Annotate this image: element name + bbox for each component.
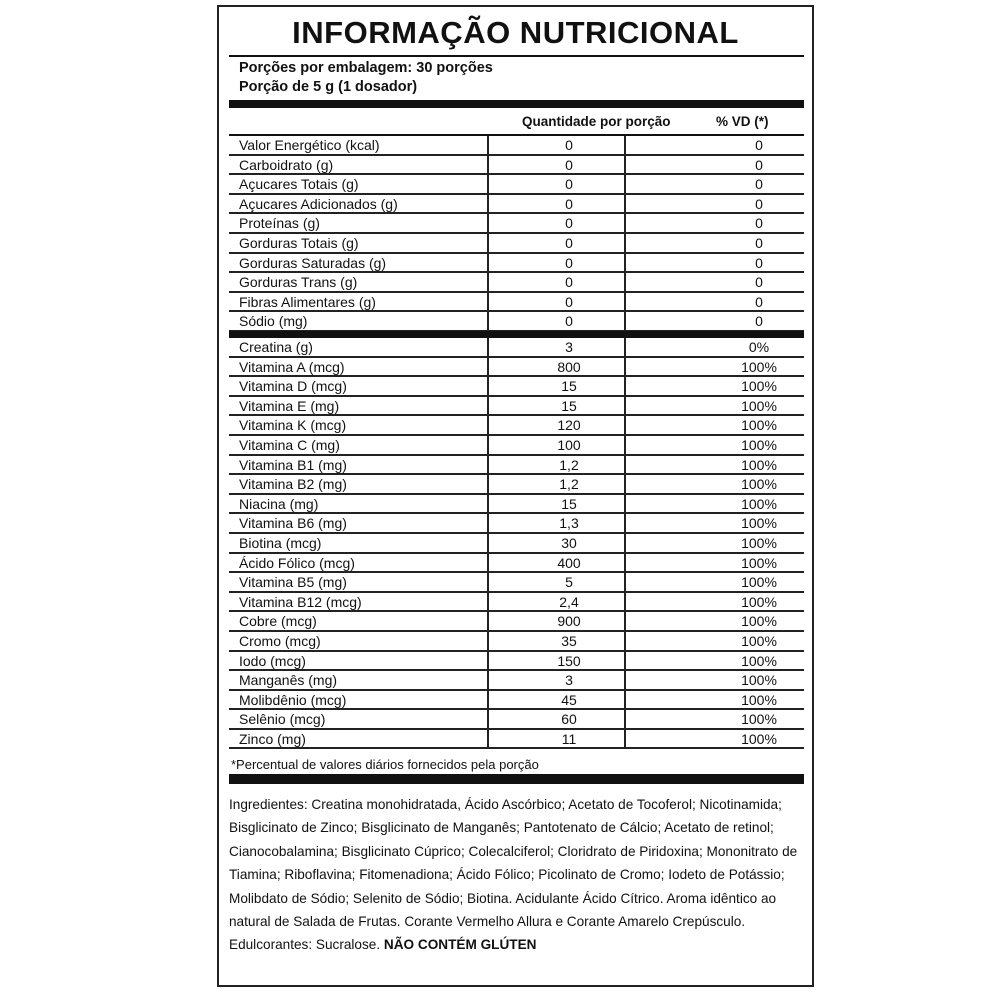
nutrient-row [229, 377, 804, 397]
nutrient-name: Cobre (mcg) [239, 613, 317, 630]
nutrition-facts-panel [217, 5, 814, 987]
column-separator [624, 514, 626, 534]
nutrient-daily-value: 100% [741, 632, 777, 649]
nutrient-daily-value: 100% [741, 730, 777, 747]
column-separator [624, 136, 626, 156]
nutrient-name: Niacina (mg) [239, 495, 319, 512]
nutrient-name: Carboidrato (g) [239, 156, 334, 173]
nutrient-quantity: 3 [565, 672, 573, 689]
nutrient-name: Molibdênio (mcg) [239, 691, 347, 708]
nutrient-name: Sódio (mg) [239, 313, 308, 330]
nutrient-quantity: 1,2 [559, 456, 579, 473]
column-separator [624, 234, 626, 254]
nutrient-daily-value: 100% [741, 436, 777, 453]
nutrient-daily-value: 0% [748, 339, 770, 355]
nutrient-row [229, 691, 804, 711]
nutrient-quantity: 35 [561, 632, 577, 649]
nutrient-row [229, 554, 804, 574]
nutrient-row [229, 475, 804, 495]
column-separator [487, 554, 489, 574]
nutrient-daily-value: 100% [741, 534, 777, 551]
nutrient-row [229, 273, 804, 293]
column-separator [624, 475, 626, 495]
column-separator [624, 554, 626, 574]
nutrient-name: Vitamina B5 (mg) [239, 574, 347, 591]
nutrient-quantity: 1,3 [559, 515, 579, 532]
column-separator [487, 136, 489, 156]
nutrient-daily-value: 100% [741, 476, 777, 493]
nutrient-daily-value: 100% [741, 672, 777, 689]
column-separator [624, 456, 626, 476]
nutrient-row [229, 136, 804, 156]
nutrient-daily-value: 100% [741, 711, 777, 728]
column-separator [624, 632, 626, 652]
column-header-dv: % VD (*) [716, 114, 769, 129]
column-separator [624, 338, 626, 358]
nutrient-row [229, 573, 804, 593]
column-separator [624, 652, 626, 672]
column-separator [487, 534, 489, 554]
nutrient-daily-value: 100% [741, 397, 777, 414]
nutrient-daily-value: 0 [755, 137, 763, 153]
nutrient-daily-value: 0 [755, 234, 763, 251]
nutrient-name: Vitamina E (mg) [239, 397, 340, 414]
column-separator [487, 312, 489, 332]
nutrient-row [229, 671, 804, 691]
nutrient-row [229, 175, 804, 195]
column-separator [487, 612, 489, 632]
nutrient-name: Cromo (mcg) [239, 632, 321, 649]
nutrient-row [229, 312, 804, 332]
column-separator [487, 495, 489, 515]
nutrient-row [229, 293, 804, 313]
nutrient-quantity: 15 [561, 495, 577, 512]
nutrient-name: Vitamina D (mcg) [239, 378, 347, 395]
nutrient-row [229, 652, 804, 672]
nutrient-daily-value: 0 [755, 313, 763, 330]
column-separator [624, 730, 626, 750]
column-separator [487, 338, 489, 358]
nutrient-quantity: 2,4 [559, 593, 579, 610]
nutrient-quantity: 800 [557, 358, 581, 375]
nutrient-name: Vitamina B1 (mg) [239, 456, 347, 473]
nutrient-name: Gorduras Totais (g) [239, 234, 359, 251]
column-separator [487, 156, 489, 176]
column-separator [487, 456, 489, 476]
nutrient-quantity: 15 [561, 397, 577, 414]
column-separator [624, 175, 626, 195]
column-separator [487, 593, 489, 613]
nutrient-row [229, 495, 804, 515]
column-separator [624, 573, 626, 593]
column-separator [624, 691, 626, 711]
column-separator [487, 377, 489, 397]
ingredients-list: Ingredientes: Creatina monohidratada, Ácido Ascórbico; Acetato de Tocoferol; Nicotinamida; Bisglicinato de Zinco; Bisglicinato de Manganês; Pantotenato de Cálcio; Acetato de retinol; Cianocobalamina; Bisglicinato Cúprico; Colecalciferol; Cloridrato de Piridoxina; Mononitrato de Tiamina; Riboflavina; Fitomenadiona; Ácido Fólico; Picolinato de Cromo; Iodeto de Potássio; Molibdato de Sódio; Selenito de Sódio; Biotina. Acidulante Ácido Cítrico. Aroma idêntico ao natural de Salada de Frutas. Corante Vermelho Allura e Corante Amarelo Crepúsculo. Edulcorantes: Sucralose. [229, 797, 798, 953]
nutrient-name: Vitamina K (mcg) [239, 417, 347, 434]
nutrient-quantity: 0 [565, 195, 573, 212]
nutrient-quantity: 0 [565, 137, 573, 153]
nutrient-daily-value: 100% [741, 613, 777, 630]
nutrient-quantity: 11 [561, 730, 577, 747]
nutrient-daily-value: 0 [755, 195, 763, 212]
nutrient-quantity: 0 [565, 254, 573, 271]
nutrient-daily-value: 0 [755, 254, 763, 271]
nutrient-name: Biotina (mcg) [239, 534, 322, 551]
column-separator [487, 397, 489, 417]
nutrient-name: Vitamina A (mcg) [239, 358, 345, 375]
nutrient-row [229, 436, 804, 456]
column-separator [624, 214, 626, 234]
nutrient-row [229, 710, 804, 730]
column-separator [624, 312, 626, 332]
daily-value-footnote: *Percentual de valores diários fornecidos pela porção [231, 757, 539, 772]
column-separator [624, 710, 626, 730]
column-header-quantity: Quantidade por porção [522, 114, 671, 129]
nutrient-row [229, 397, 804, 417]
nutrient-daily-value: 100% [741, 417, 777, 434]
nutrient-quantity: 100 [557, 436, 581, 453]
nutrient-row [229, 214, 804, 234]
column-separator [624, 671, 626, 691]
column-separator [487, 436, 489, 456]
nutrient-row [229, 358, 804, 378]
nutrient-name: Vitamina C (mg) [239, 436, 340, 453]
nutrient-daily-value: 100% [741, 593, 777, 610]
nutrient-quantity: 45 [561, 691, 577, 708]
nutrient-quantity: 900 [557, 613, 581, 630]
nutrient-daily-value: 100% [741, 691, 777, 708]
nutrient-name: Zinco (mg) [239, 730, 306, 747]
nutrient-name: Ácido Fólico (mcg) [239, 554, 355, 571]
nutrient-quantity: 1,2 [559, 476, 579, 493]
column-separator [487, 632, 489, 652]
nutrient-quantity: 60 [561, 711, 577, 728]
nutrient-quantity: 30 [561, 534, 577, 551]
nutrient-name: Selênio (mcg) [239, 711, 326, 728]
column-separator [624, 273, 626, 293]
nutrient-daily-value: 100% [741, 495, 777, 512]
column-separator [487, 195, 489, 215]
nutrient-daily-value: 100% [741, 652, 777, 669]
nutrient-row [229, 416, 804, 436]
nutrient-quantity: 5 [565, 574, 573, 591]
nutrient-row [229, 195, 804, 215]
nutrient-daily-value: 100% [741, 456, 777, 473]
nutrient-row [229, 254, 804, 274]
nutrient-name: Iodo (mcg) [239, 652, 306, 669]
nutrient-row [229, 234, 804, 254]
column-separator [624, 377, 626, 397]
column-separator [624, 593, 626, 613]
nutrient-row [229, 730, 804, 750]
nutrient-quantity: 3 [565, 339, 573, 355]
column-separator [624, 612, 626, 632]
column-separator [487, 514, 489, 534]
nutrient-daily-value: 100% [741, 378, 777, 395]
nutrient-row [229, 534, 804, 554]
nutrient-daily-value: 100% [741, 554, 777, 571]
nutrient-name: Vitamina B6 (mg) [239, 515, 347, 532]
nutrient-name: Açucares Adicionados (g) [239, 195, 398, 212]
nutrient-quantity: 400 [557, 554, 581, 571]
column-separator [487, 475, 489, 495]
column-separator [487, 710, 489, 730]
serving-divider [229, 100, 804, 108]
nutrient-daily-value: 0 [755, 215, 763, 232]
panel-title: INFORMAÇÃO NUTRICIONAL [292, 15, 739, 50]
column-separator [624, 195, 626, 215]
servings-per-package: Porções por embalagem: 30 porções [239, 60, 493, 76]
section-divider [229, 331, 804, 338]
column-separator [624, 416, 626, 436]
nutrient-name: Valor Energético (kcal) [239, 137, 380, 153]
nutrient-quantity: 0 [565, 156, 573, 173]
column-separator [624, 495, 626, 515]
nutrient-quantity: 15 [561, 378, 577, 395]
column-separator [487, 730, 489, 750]
column-separator [487, 691, 489, 711]
column-separator [624, 254, 626, 274]
nutrient-daily-value: 100% [741, 515, 777, 532]
nutrient-name: Gorduras Saturadas (g) [239, 254, 387, 271]
title-divider [229, 55, 804, 57]
column-separator [487, 416, 489, 436]
nutrient-daily-value: 0 [755, 274, 763, 291]
nutrient-daily-value: 0 [755, 293, 763, 310]
column-separator [487, 254, 489, 274]
nutrient-name: Proteínas (g) [239, 215, 320, 232]
nutrient-row [229, 456, 804, 476]
nutrient-daily-value: 0 [755, 156, 763, 173]
column-separator [487, 358, 489, 378]
gluten-warning: NÃO CONTÉM GLÚTEN [383, 937, 537, 953]
micronutrients-table [229, 338, 804, 749]
column-separator [487, 175, 489, 195]
nutrient-daily-value: 100% [741, 574, 777, 591]
column-separator [624, 156, 626, 176]
serving-size: Porção de 5 g (1 dosador) [239, 79, 418, 95]
column-separator [487, 273, 489, 293]
nutrient-row [229, 156, 804, 176]
column-separator [487, 573, 489, 593]
column-separator [487, 214, 489, 234]
column-separator [487, 293, 489, 313]
nutrient-daily-value: 100% [741, 358, 777, 375]
nutrient-daily-value: 0 [755, 176, 763, 193]
nutrient-quantity: 150 [557, 652, 581, 669]
nutrient-row [229, 632, 804, 652]
nutrient-row [229, 612, 804, 632]
nutrient-name: Gorduras Trans (g) [239, 274, 358, 291]
nutrient-name: Creatina (g) [239, 339, 313, 355]
column-separator [624, 358, 626, 378]
nutrient-row [229, 338, 804, 358]
column-separator [624, 397, 626, 417]
nutrient-quantity: 0 [565, 215, 573, 232]
column-separator [487, 652, 489, 672]
nutrient-quantity: 0 [565, 313, 573, 330]
nutrient-quantity: 0 [565, 176, 573, 193]
column-separator [487, 671, 489, 691]
nutrient-quantity: 0 [565, 293, 573, 310]
column-separator [487, 234, 489, 254]
ingredients-text-block [229, 793, 804, 957]
column-separator [624, 534, 626, 554]
column-separator [624, 293, 626, 313]
nutrient-name: Manganês (mg) [239, 672, 338, 689]
nutrient-quantity: 0 [565, 234, 573, 251]
nutrient-quantity: 0 [565, 274, 573, 291]
nutrient-row [229, 514, 804, 534]
nutrient-name: Fibras Alimentares (g) [239, 293, 376, 310]
nutrient-name: Vitamina B2 (mg) [239, 476, 347, 493]
nutrient-name: Açucares Totais (g) [239, 176, 359, 193]
main-nutrients-table [229, 136, 804, 332]
footnote-divider [229, 774, 804, 784]
nutrient-row [229, 593, 804, 613]
nutrient-quantity: 120 [557, 417, 581, 434]
column-separator [624, 436, 626, 456]
nutrient-name: Vitamina B12 (mcg) [239, 593, 362, 610]
